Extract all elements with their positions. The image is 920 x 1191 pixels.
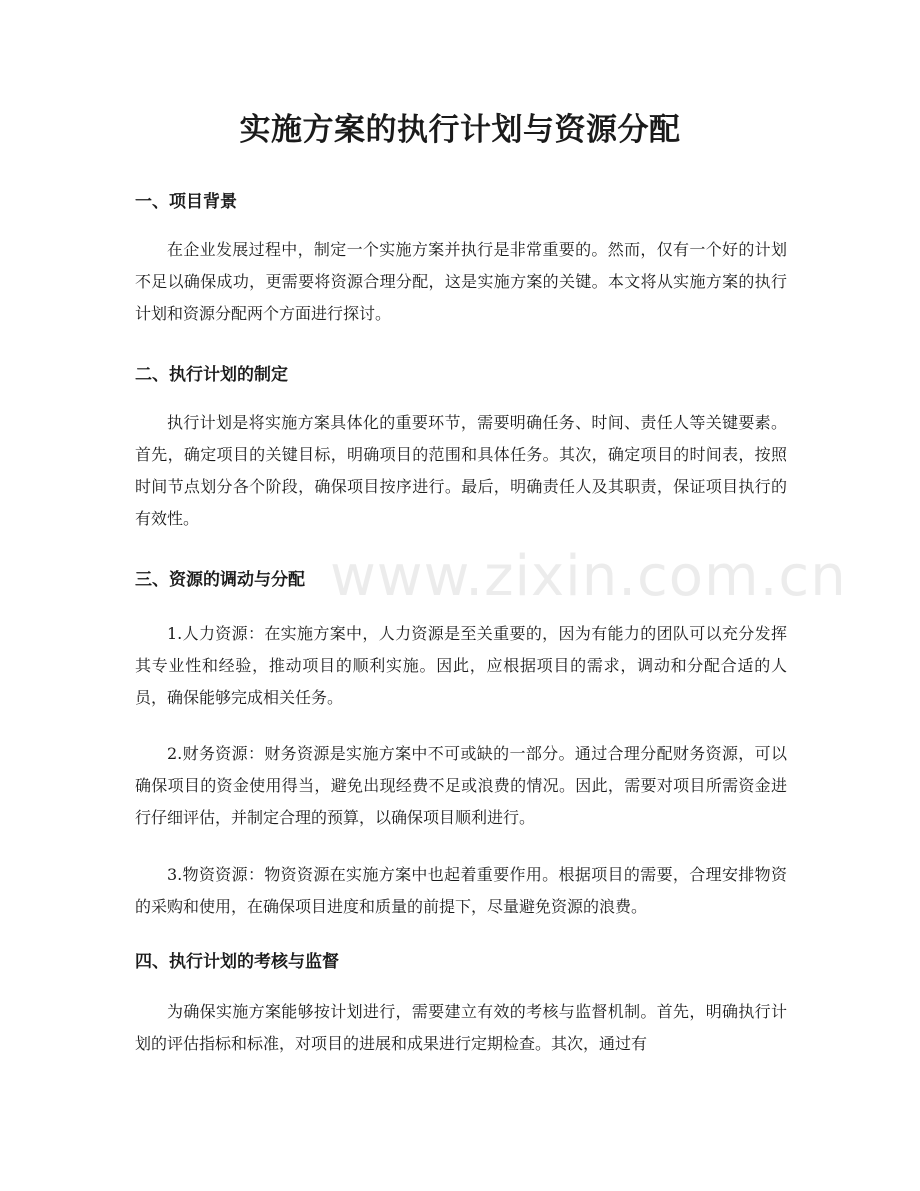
paragraph-human-resources: 1.人力资源：在实施方案中，人力资源是至关重要的，因为有能力的团队可以充分发挥其专业性和经验，推动项目的顺利实施。因此，应根据项目的需求，调动和分配合适的人员，确保能够完成相关任务。: [135, 624, 787, 707]
section-heading-supervision: 四、执行计划的考核与监督: [135, 952, 339, 972]
watermark-text: www.zixin.com.cn: [330, 544, 847, 609]
paragraph-material-resources: 3.物资资源：物资资源在实施方案中也起着重要作用。根据项目的需要，合理安排物资的采购和使用，在确保项目进度和质量的前提下，尽量避免资源的浪费。: [135, 865, 787, 916]
section-heading-background: 一、项目背景: [135, 192, 237, 212]
paragraph-background: 在企业发展过程中，制定一个实施方案并执行是非常重要的。然而，仅有一个好的计划不足以确保成功，更需要将资源合理分配，这是实施方案的关键。本文将从实施方案的执行计划和资源分配两个方面进行探讨。: [135, 240, 787, 323]
section-heading-resources: 三、资源的调动与分配: [135, 570, 305, 590]
section-heading-plan: 二、执行计划的制定: [135, 365, 288, 385]
document-title: 实施方案的执行计划与资源分配: [239, 112, 681, 148]
paragraph-plan: 执行计划是将实施方案具体化的重要环节，需要明确任务、时间、责任人等关键要素。首先，确定项目的关键目标，明确项目的范围和具体任务。其次，确定项目的时间表，按照时间节点划分各个阶段，确保项目按序进行。最后，明确责任人及其职责，保证项目执行的有效性。: [135, 413, 787, 528]
paragraph-supervision: 为确保实施方案能够按计划进行，需要建立有效的考核与监督机制。首先，明确执行计划的评估指标和标准，对项目的进展和成果进行定期检查。其次，通过有: [135, 1002, 787, 1053]
paragraph-financial-resources: 2.财务资源：财务资源是实施方案中不可或缺的一部分。通过合理分配财务资源，可以确保项目的资金使用得当，避免出现经费不足或浪费的情况。因此，需要对项目所需资金进行仔细评估，并制定合理的预算，以确保项目顺利进行。: [135, 744, 787, 827]
